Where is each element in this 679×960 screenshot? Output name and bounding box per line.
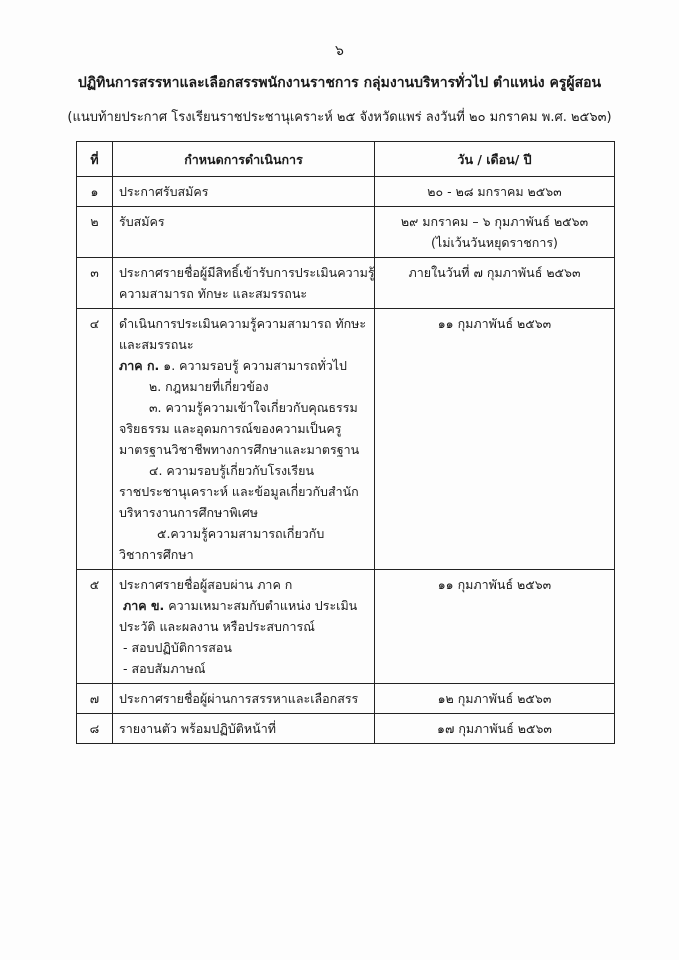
table-row [77, 258, 615, 309]
sub-item: ๒. กฎหมายที่เกี่ยวข้อง [149, 379, 269, 394]
table-row [77, 309, 615, 570]
sub-item: ๓. ความรู้ความเข้าใจเกี่ยวกับคุณธรรม [149, 400, 358, 415]
table-row [77, 207, 615, 258]
row-number: ๒ [77, 207, 113, 258]
sub-item-cont: วิชาการศึกษา [119, 547, 194, 562]
part-line [119, 595, 368, 616]
part-line [119, 355, 368, 376]
part-label: ภาค ก. [119, 358, 160, 373]
table-row [77, 684, 615, 714]
row-task: รับสมัคร [113, 207, 375, 258]
row-number: ๓ [77, 258, 113, 309]
row-date: ๑๒ กุมภาพันธ์ ๒๕๖๓ [375, 684, 615, 714]
row-number: ๘ [77, 714, 113, 744]
row-task-line: ประกาศรายชื่อผู้มีสิทธิ์เข้ารับการประเมินความรู้ [119, 265, 375, 280]
sub-item-cont: ราชประชานุเคราะห์ และข้อมูลเกี่ยวกับสำนัก [119, 484, 359, 499]
part-text: ๑. ความรอบรู้ ความสามารถทั่วไป [159, 358, 347, 373]
table-row [77, 714, 615, 744]
row-number: ๕ [77, 570, 113, 684]
row-task: ประกาศรายชื่อผู้ผ่านการสรรหาและเลือกสรร [113, 684, 375, 714]
row-date: ๑๗ กุมภาพันธ์ ๒๕๖๓ [375, 714, 615, 744]
row-task: ประกาศรับสมัคร [113, 177, 375, 207]
part-text: ความเหมาะสมกับตำแหน่ง ประเมิน [164, 598, 358, 613]
row-date: ๑๑ กุมภาพันธ์ ๒๕๖๓ [375, 570, 615, 684]
part-label: ภาค ข. [123, 598, 165, 613]
row-task-line: ดำเนินการประเมินความรู้ความสามารถ ทักษะ [119, 316, 367, 331]
row-number: ๗ [77, 684, 113, 714]
table-header-row [77, 142, 615, 177]
row-task [113, 309, 375, 570]
row-task-line: และสมรรถนะ [119, 337, 194, 352]
row-date-note: (ไม่เว้นวันหยุดราชการ) [431, 235, 558, 250]
row-task [113, 570, 375, 684]
row-task-line: ประกาศรายชื่อผู้สอบผ่าน ภาค ก [119, 577, 293, 592]
bullet-item: - สอบปฏิบัติการสอน [123, 640, 232, 655]
sub-item-cont: มาตรฐานวิชาชีพทางการศึกษาและมาตรฐาน [119, 442, 360, 457]
row-number: ๔ [77, 309, 113, 570]
row-date [375, 207, 615, 258]
header-date: วัน / เดือน/ ปี [375, 142, 615, 177]
row-date-main: ๒๙ มกราคม – ๖ กุมภาพันธ์ ๒๕๖๓ [400, 214, 589, 229]
row-task-line: ความสามารถ ทักษะ และสมรรถนะ [119, 286, 308, 301]
table-row [77, 177, 615, 207]
sub-item: ๔. ความรอบรู้เกี่ยวกับโรงเรียน [149, 463, 314, 478]
header-no: ที่ [77, 142, 113, 177]
sub-item-cont: จริยธรรม และอุดมการณ์ของความเป็นครู [119, 421, 342, 436]
page-subtitle: (แนบท้ายประกาศ โรงเรียนราชประชานุเคราะห์ ๒๕ จังหวัดแพร่ ลงวันที่ ๒๐ มกราคม พ.ศ. ๒๕๖๓) [67, 110, 612, 125]
table-row [77, 570, 615, 684]
page-title: ปฏิทินการสรรหาและเลือกสรรพนักงานราชการ กลุ่มงานบริหารทั่วไป ตำแหน่ง ครูผู้สอน [77, 75, 602, 91]
row-task [113, 258, 375, 309]
row-number: ๑ [77, 177, 113, 207]
page-number: ๖ [335, 43, 344, 59]
row-task: รายงานตัว พร้อมปฏิบัติหน้าที่ [113, 714, 375, 744]
row-date: ๒๐ - ๒๘ มกราคม ๒๕๖๓ [375, 177, 615, 207]
sub-item: ๕.ความรู้ความสามารถเกี่ยวกับ [157, 526, 325, 541]
sub-item-cont: บริหารงานการศึกษาพิเศษ [119, 505, 259, 520]
row-date: ๑๑ กุมภาพันธ์ ๒๕๖๓ [375, 309, 615, 570]
sub-item-cont: ประวัติ และผลงาน หรือประสบการณ์ [119, 619, 315, 634]
schedule-table [76, 141, 615, 744]
bullet-item: - สอบสัมภาษณ์ [123, 661, 206, 676]
header-task: กำหนดการดำเนินการ [113, 142, 375, 177]
row-date: ภายในวันที่ ๗ กุมภาพันธ์ ๒๕๖๓ [375, 258, 615, 309]
